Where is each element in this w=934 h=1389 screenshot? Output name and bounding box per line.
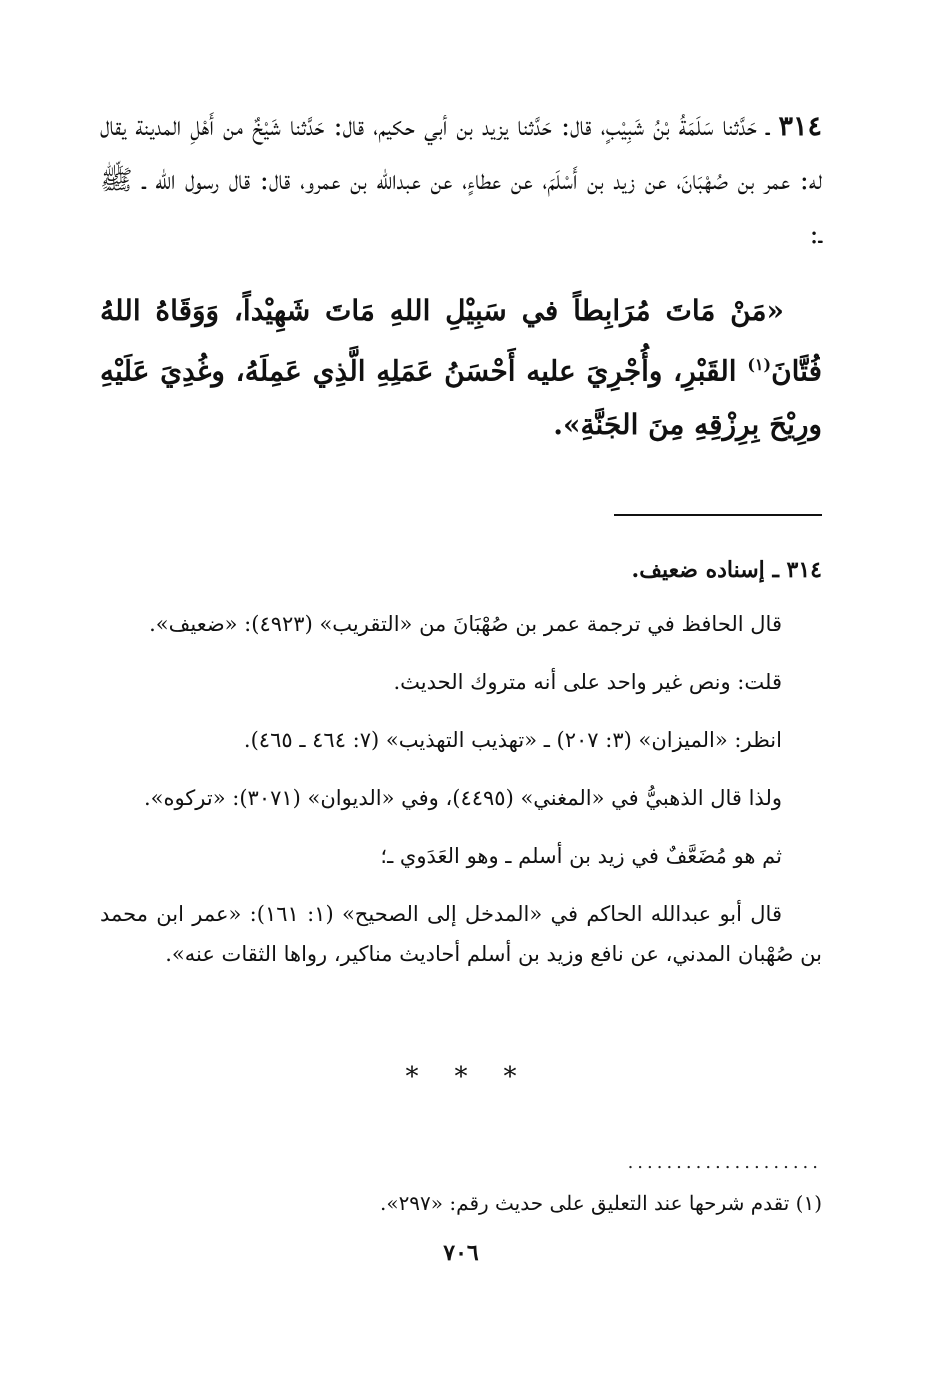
hadith-chain <box>100 100 822 262</box>
footnote-marker: (١) <box>747 355 772 374</box>
section-divider <box>614 514 822 516</box>
commentary-section <box>100 552 822 974</box>
page-number: ٧٠٦ <box>443 1240 479 1266</box>
section-stars <box>100 1062 822 1092</box>
footnote: (١) تقدم شرحها عند التعليق على حديث رقم: «٢٩٧». <box>379 1191 822 1215</box>
commentary-line-2: قلت: ونص غير واحد على أنه متروك الحديث. <box>393 670 782 694</box>
star-1: * <box>405 1062 419 1092</box>
commentary-line-5: ثم هو مُضَعَّفٌ في زيد بن أسلم ـ وهو العَدَوي ـ؛ <box>380 844 782 868</box>
hadith-text-part2: القَبْرِ، وأُجْرِيَ عليه أَحْسَنُ عَمَلِهِ الَّذِي عَمِلَهُ، وغُدِيَ عَلَيْهِ ورِيْحَ بِرِزْقِهِ مِنَ الجَنَّةِ». <box>100 354 822 442</box>
hadith-chain-text: ـ حَدَّثنا سَلَمَةُ بْنُ شَبِيْبٍ، قال: حَدَّثنا يزيد بن أبي حكيم، قال: حَدَّثنا شَيْخٌ من أَهْلِ المدينة يقال له: عمر بن صُهْبَانَ، عن زيد بن أَسْلَمَ، عن عطاءٍ، عن عبدالله بن عمرو، قال: قال رسول الله ـ ﷺ ـ: <box>100 111 822 250</box>
hadith-text <box>100 284 822 452</box>
commentary-title: ٣١٤ ـ إسناده ضعيف. <box>631 557 822 583</box>
star-3: * <box>503 1062 517 1092</box>
commentary-line-4: ولذا قال الذهبيُّ في «المغني» (٤٤٩٥)، وفي «الديوان» (٣٠٧١): «تركوه». <box>143 786 782 810</box>
page-body <box>100 100 822 1266</box>
commentary-line-3: انظر: «الميزان» (٣: ٢٠٧) ـ «تهذيب التهذيب» (٧: ٤٦٤ ـ ٤٦٥). <box>243 728 782 752</box>
star-2: * <box>454 1062 468 1092</box>
commentary-line-1: قال الحافظ في ترجمة عمر بن صُهْبَانَ من «التقريب» (٤٩٢٣): «ضعيف». <box>149 612 782 636</box>
hadith-number: ٣١٤ <box>778 111 822 142</box>
commentary-line-6: قال أبو عبدالله الحاكم في «المدخل إلى الصحيح» (١: ١٦١): «عمر ابن محمد بن صُهْبان المدني، عن نافع وزيد بن أسلم أحاديث مناكير، رواها الثقات عنه». <box>100 902 822 966</box>
footnote-separator: .................... <box>627 1152 822 1173</box>
hadith-text-part1: «مَنْ مَاتَ مُرَابِطاً في سَبِيْلِ اللهِ مَاتَ شَهِيْداً، وَوَقَاهُ اللهُ فُتَّانَ <box>100 294 822 388</box>
